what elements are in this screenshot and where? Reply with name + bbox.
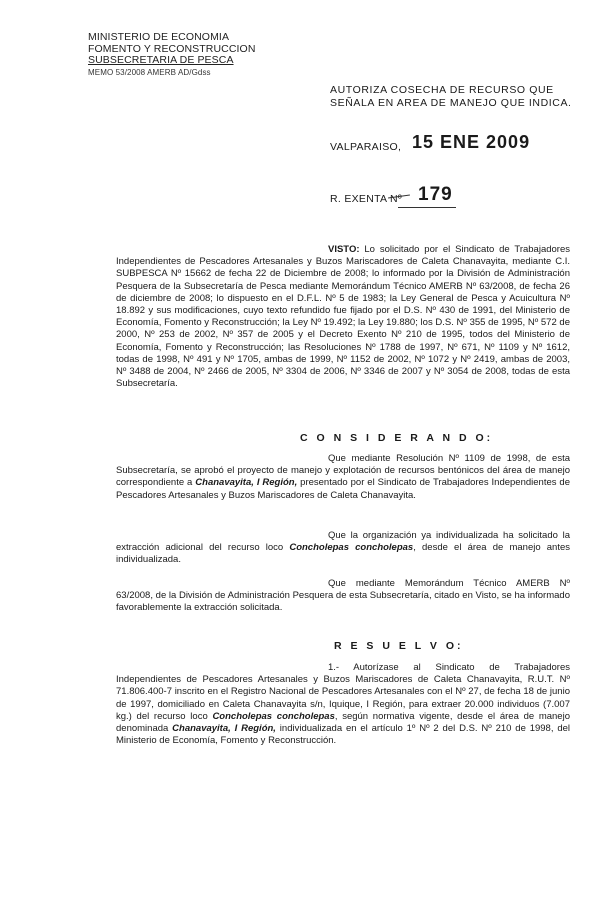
area-name: Chanavayita, I Región, bbox=[195, 477, 298, 489]
visto-paragraph bbox=[116, 244, 570, 390]
considerando-paragraph-2: Que la organización ya individualizada ha solicitado la extracción adicional del recurso loco Concholepas concholepas, desde el área de manejo antes individualizada. bbox=[116, 530, 571, 566]
memo-reference: MEMO 53/2008 AMERB AD/Gdss bbox=[88, 67, 211, 77]
resuelvo-area: Chanavayita, I Región, bbox=[172, 723, 276, 735]
title-line-2: SEÑALA EN AREA DE MANEJO QUE INDICA. bbox=[330, 97, 572, 109]
resolution-number: 179 bbox=[418, 184, 453, 205]
resuelvo-paragraph-1: 1.- Autorízase al Sindicato de Trabajadores Independientes de Pescadores Artesanales y Buzos Mariscadores de Caleta Chanavayita, R.U.T. Nº 71.806.400-7 inscrito en el Registro Nacional de Pescadores Artesanales con el Nº 27, de fecha 18 de junio de 1997, domiciliado en Caleta Chanavayita s/n, Iquique, I Región, para extraer 20.000 individuos (7.007 kg.) del recurso loco Concholepas concholepas, según normativa vigente, desde el área de manejo denominada Chanavayita, I Región, individualizada en el artículo 1º Nº 2 del D.S. Nº 210 de 1998, del Ministerio de Economía, Fomento y Reconstrucción. bbox=[116, 662, 570, 747]
resolution-title bbox=[330, 84, 580, 110]
date-stamp: 15 ENE 2009 bbox=[412, 132, 531, 152]
resuelvo-heading: R E S U E L V O: bbox=[334, 640, 464, 652]
resolution-label: R. EXENTA Nº bbox=[330, 193, 403, 205]
resuelvo-species: Concholepas concholepas bbox=[212, 710, 335, 722]
letterhead-ministry-line2: FOMENTO Y RECONSTRUCCION bbox=[88, 42, 256, 55]
letterhead-subsecretaria: SUBSECRETARIA DE PESCA bbox=[88, 54, 234, 66]
title-line-1: AUTORIZA COSECHA DE RECURSO QUE bbox=[330, 84, 554, 96]
letterhead-ministry: MINISTERIO DE ECONOMIA bbox=[88, 31, 230, 43]
considerando-paragraph-1: Que mediante Resolución Nº 1109 de 1998, de esta Subsecretaría, se aprobó el proyecto de manejo y explotación de recursos bentónicos del área de manejo correspondiente a Chanavayita, I Región, presentado por el Sindicato de Trabajadores Independientes de Pescadores Artesanales y Buzos Mariscadores de Caleta Chanavayita. bbox=[116, 453, 570, 501]
letterhead bbox=[88, 32, 256, 78]
visto-text: Lo solicitado por el Sindicato de Trabajadores Independientes de Pescadores Artesanales y Buzos Mariscadores de Caleta Chanavayita, mediante C.I. SUBPESCA Nº 15662 de fecha 22 de Diciembre de 2008; lo informado por la División de Administración Pesquera de la Subsecretaría de Pesca mediante Memorándum Técnico AMERB Nº 63/2008, de fecha 26 de diciembre de 2008; lo dispuesto en el D.F.L. Nº 5 de 1983; la Ley General de Pesca y Acuicultura Nº 18.892 y sus modificaciones, cuyo texto refundido fue fijado por el D.S. Nº 430 de 1991, del Ministerio de Economía, Fomento y Reconstrucción; la Ley Nº 19.492; la Ley 19.880; los D.S. Nº 355 de 1995, Nº 572 de 2000, Nº 253 de 2002, Nº 357 de 2005 y el Decreto Exento Nº 210 de 1995, todos del Ministerio de Economía, Fomento y Reconstrucción; las Resoluciones Nº 1788 de 1997, Nº 671, Nº 1109 y Nº 1612, todas de 1998, Nº 491 y Nº 1705, ambas de 1999, Nº 1152 de 2002, Nº 1072 y Nº 2419, ambas de 2003, Nº 3488 de 2004, Nº 2466 de 2005, Nº 3304 de 2006, Nº 3346 de 2007 y Nº 3054 de 2008, todas de esta Subsecretaría. bbox=[116, 244, 570, 390]
species-name: Concholepas concholepas bbox=[289, 542, 414, 554]
place-label: VALPARAISO, bbox=[330, 141, 402, 153]
visto-heading: VISTO: bbox=[328, 244, 360, 255]
resolution-underline bbox=[398, 207, 456, 208]
considerando-heading: C O N S I D E R A N D O: bbox=[300, 432, 494, 444]
considerando-paragraph-3: Que mediante Memorándum Técnico AMERB Nº 63/2008, de la División de Administración Pesquera de esta Subsecretaría, citado en Visto, se ha informado favorablemente la extracción solicitada. bbox=[116, 578, 570, 614]
